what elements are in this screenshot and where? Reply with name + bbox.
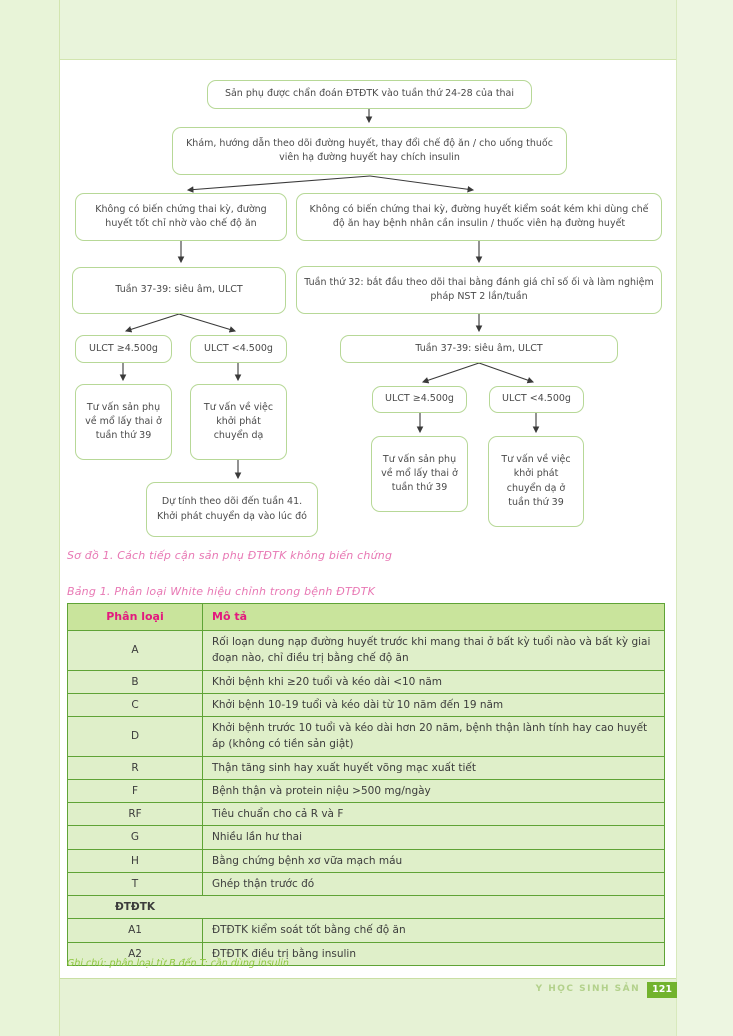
cell-description: Bằng chứng bệnh xơ vữa mạch máu xyxy=(203,849,665,872)
flow-box-csection-left: Tư vấn sản phụ về mổ lấy thai ở tuần thứ 39 xyxy=(75,384,172,460)
flow-box-ulct-ge-right: ULCT ≥4.500g xyxy=(372,386,467,413)
flow-arrow xyxy=(423,363,479,382)
flow-box-induction-right: Tư vấn về việc khởi phát chuyển dạ ở tuần thứ 39 xyxy=(488,436,584,527)
cell-description: Rối loạn dung nạp đường huyết trước khi mang thai ở bất kỳ tuổi nào và bất kỳ giai đoạn nào, chỉ điều trị bằng chế độ ăn xyxy=(203,631,665,671)
cell-description: Bệnh thận và protein niệu >500 mg/ngày xyxy=(203,779,665,802)
white-classification-table xyxy=(67,603,665,966)
table-row xyxy=(68,919,665,942)
left-margin-band xyxy=(0,0,60,1036)
flow-arrow xyxy=(188,176,370,190)
cell-description: ĐTĐTK điều trị bằng insulin xyxy=(203,942,665,965)
page-footer xyxy=(60,982,677,998)
page-number-badge: 121 xyxy=(647,982,677,998)
column-header-class: Phân loại xyxy=(68,604,203,631)
diagram-caption: Sơ đồ 1. Cách tiếp cận sản phụ ĐTĐTK không biến chứng xyxy=(67,549,393,562)
flow-box-induction-left: Tư vấn về việc khởi phát chuyển dạ xyxy=(190,384,287,460)
flow-arrow xyxy=(370,176,473,190)
cell-description: Khởi bệnh 10-19 tuổi và kéo dài từ 10 năm đến 19 năm xyxy=(203,693,665,716)
table-note: Ghi chú: phân loại từ B đến T: cần dùng insulin xyxy=(67,958,289,969)
cell-class: A xyxy=(68,631,203,671)
column-header-description: Mô tả xyxy=(203,604,665,631)
flow-box-week32-monitoring: Tuần thứ 32: bắt đầu theo dõi thai bằng đánh giá chỉ số ối và làm nghiệm pháp NST 2 lần/tuần xyxy=(296,266,662,314)
flow-box-ulct-lt-left: ULCT <4.500g xyxy=(190,335,287,363)
cell-class: H xyxy=(68,849,203,872)
flow-box-no-complication-diet: Không có biến chứng thai kỳ, đường huyết tốt chỉ nhờ vào chế độ ăn xyxy=(75,193,287,241)
flow-box-csection-right: Tư vấn sản phụ về mổ lấy thai ở tuần thứ 39 xyxy=(371,436,468,512)
table-row xyxy=(68,826,665,849)
top-margin-band xyxy=(0,0,733,60)
journal-name: Y HỌC SINH SẢN xyxy=(535,984,641,994)
table-row xyxy=(68,631,665,671)
cell-description: Thận tăng sinh hay xuất huyết võng mạc xuất tiết xyxy=(203,756,665,779)
table-header-row xyxy=(68,604,665,631)
table-row xyxy=(68,803,665,826)
cell-section xyxy=(68,896,665,919)
right-margin-band xyxy=(676,0,733,1036)
table-section-row xyxy=(68,896,665,919)
cell-class: B xyxy=(68,670,203,693)
table-row xyxy=(68,717,665,757)
cell-description: Ghép thận trước đó xyxy=(203,872,665,895)
cell-class: F xyxy=(68,779,203,802)
cell-class: RF xyxy=(68,803,203,826)
cell-class: R xyxy=(68,756,203,779)
flow-box-follow-week41: Dự tính theo dõi đến tuần 41. Khởi phát chuyển dạ vào lúc đó xyxy=(146,482,318,537)
cell-description: ĐTĐTK kiểm soát tốt bằng chế độ ăn xyxy=(203,919,665,942)
table-row xyxy=(68,670,665,693)
cell-description: Khởi bệnh khi ≥20 tuổi và kéo dài <10 năm xyxy=(203,670,665,693)
cell-class: A1 xyxy=(68,919,203,942)
flow-box-diagnosis: Sản phụ được chẩn đoán ĐTĐTK vào tuần thứ 24-28 của thai xyxy=(207,80,532,109)
cell-class: C xyxy=(68,693,203,716)
flow-arrow xyxy=(126,314,179,331)
flow-arrow xyxy=(479,363,533,382)
flow-box-no-complication-poor-control: Không có biến chứng thai kỳ, đường huyết kiểm soát kém khi dùng chế độ ăn hay bệnh nhân cần insulin / thuốc viên hạ đường huyết xyxy=(296,193,662,241)
cell-class: A2 xyxy=(68,942,203,965)
table-row xyxy=(68,779,665,802)
flow-box-ulct-lt-right: ULCT <4.500g xyxy=(489,386,584,413)
cell-class: D xyxy=(68,717,203,757)
section-label: ĐTĐTK xyxy=(114,901,156,914)
cell-class: T xyxy=(68,872,203,895)
table-row xyxy=(68,849,665,872)
flow-box-week3739-left: Tuần 37-39: siêu âm, ULCT xyxy=(72,267,286,314)
cell-description: Tiêu chuẩn cho cả R và F xyxy=(203,803,665,826)
flow-box-management: Khám, hướng dẫn theo dõi đường huyết, thay đổi chế độ ăn / cho uống thuốc viên hạ đường huyết hay chích insulin xyxy=(172,127,567,175)
table-row xyxy=(68,693,665,716)
flow-box-ulct-ge-left: ULCT ≥4.500g xyxy=(75,335,172,363)
flow-box-week3739-right: Tuần 37-39: siêu âm, ULCT xyxy=(340,335,618,363)
cell-class: G xyxy=(68,826,203,849)
table-caption: Bảng 1. Phân loại White hiệu chỉnh trong bệnh ĐTĐTK xyxy=(67,585,375,598)
cell-description: Khởi bệnh trước 10 tuổi và kéo dài hơn 20 năm, bệnh thận lành tính hay cao huyết áp (không có tiền sản giật) xyxy=(203,717,665,757)
table-row xyxy=(68,756,665,779)
flow-arrow xyxy=(179,314,235,331)
table-row xyxy=(68,872,665,895)
cell-description: Nhiều lần hư thai xyxy=(203,826,665,849)
